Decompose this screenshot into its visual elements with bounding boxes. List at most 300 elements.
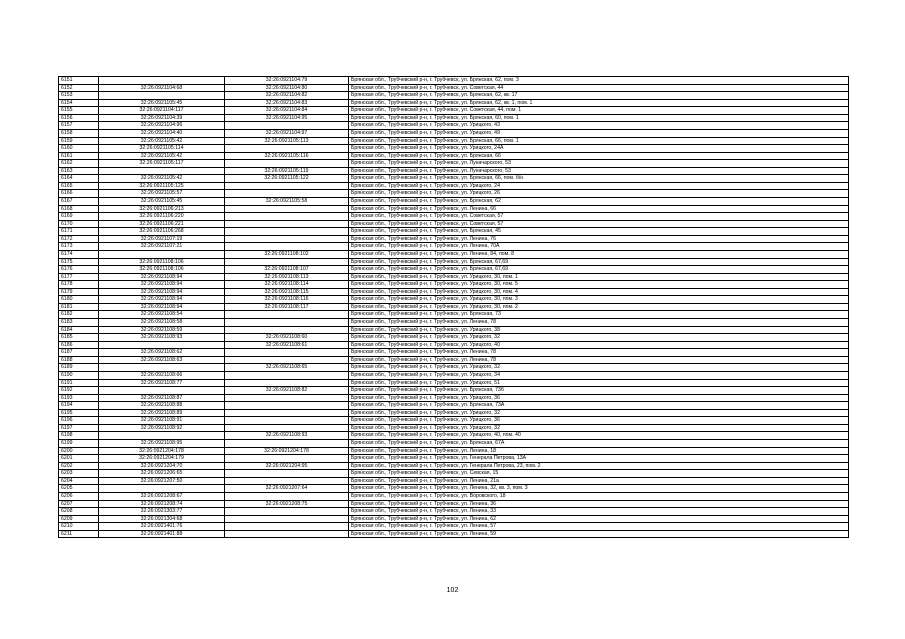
- row-number-cell: 6167: [59, 198, 99, 206]
- cadastral-number-cell: 32:26:0921108:106: [99, 258, 225, 266]
- table-row: [59, 530, 849, 538]
- table-row: [59, 296, 849, 304]
- row-number-cell: 6209: [59, 515, 99, 523]
- row-number-cell: 6186: [59, 341, 99, 349]
- object-number-cell: 32:26:0921108:65: [225, 364, 349, 372]
- address-cell: Брянская обл., Трубчевский р-н, г. Трубчевск, ул. Урицкого, 38: [349, 326, 849, 334]
- row-number-cell: 6193: [59, 394, 99, 402]
- address-cell: Брянская обл., Трубчевский р-н, г. Трубчевск, ул. Урицкого, 32: [349, 424, 849, 432]
- table-row: [59, 235, 849, 243]
- row-number-cell: 6177: [59, 273, 99, 281]
- cadastral-number-cell: 32:26:0921108:95: [99, 440, 225, 448]
- cadastral-number-cell: 32:26:0921105:45: [99, 198, 225, 206]
- row-number-cell: 6153: [59, 92, 99, 100]
- row-number-cell: 6198: [59, 432, 99, 440]
- object-number-cell: [225, 440, 349, 448]
- object-number-cell: [225, 213, 349, 221]
- address-cell: Брянская обл., Трубчевский р-н, г. Трубчевск, ул. Брянская, 62, пом. 3: [349, 77, 849, 85]
- address-cell: Брянская обл., Трубчевский р-н, г. Трубчевск, ул. Брянская, 73б: [349, 387, 849, 395]
- row-number-cell: 6163: [59, 167, 99, 175]
- cadastral-number-cell: 32:26:0921104:39: [99, 114, 225, 122]
- address-cell: Брянская обл., Трубчевский р-н, г. Трубчевск, ул. Брянская, 66: [349, 152, 849, 160]
- table-row: [59, 394, 849, 402]
- cadastral-number-cell: 32:26:0921108:93: [99, 334, 225, 342]
- cadastral-number-cell: 32:26:0921107:21: [99, 243, 225, 251]
- cadastral-number-cell: 32:26:0921105:45: [99, 99, 225, 107]
- object-number-cell: [225, 205, 349, 213]
- table-row: [59, 409, 849, 417]
- register-table: [58, 76, 849, 538]
- table-row: [59, 228, 849, 236]
- cadastral-number-cell: 32:26:0921304:68: [99, 515, 225, 523]
- address-cell: Брянская обл., Трубчевский р-н, г. Трубчевск, ул. Урицкого, 32: [349, 364, 849, 372]
- cadastral-number-cell: 32:26:0921105:42: [99, 152, 225, 160]
- cadastral-number-cell: 32:26:0921105:117: [99, 160, 225, 168]
- row-number-cell: 6199: [59, 440, 99, 448]
- cadastral-number-cell: 32:26:0921108:89: [99, 409, 225, 417]
- object-number-cell: [225, 356, 349, 364]
- address-cell: Брянская обл., Трубчевский р-н, г. Трубчевск, ул. Ленина, 32, кв. 3, пом. 3: [349, 485, 849, 493]
- object-number-cell: [225, 258, 349, 266]
- address-cell: Брянская обл., Трубчевский р-н, г. Трубчевск, ул. Урицкого, 30, пом. 5: [349, 281, 849, 289]
- row-number-cell: 6152: [59, 84, 99, 92]
- object-number-cell: 32:26:0921108:113: [225, 273, 349, 281]
- table-row: [59, 198, 849, 206]
- table-row: [59, 326, 849, 334]
- address-cell: Брянская обл., Трубчевский р-н, г. Трубчевск, ул. Брянская, 73: [349, 311, 849, 319]
- row-number-cell: 6187: [59, 349, 99, 357]
- address-cell: Брянская обл., Трубчевский р-н, г. Трубчевск, ул. Советская, 44: [349, 84, 849, 92]
- table-row: [59, 523, 849, 531]
- row-number-cell: 6181: [59, 303, 99, 311]
- table-row: [59, 205, 849, 213]
- object-number-cell: 32:26:0921105:119: [225, 167, 349, 175]
- table-row: [59, 152, 849, 160]
- object-number-cell: [225, 122, 349, 130]
- cadastral-number-cell: 32:26:0921204:70: [99, 462, 225, 470]
- cadastral-number-cell: 32:26:0921105:114: [99, 145, 225, 153]
- row-number-cell: 6160: [59, 145, 99, 153]
- row-number-cell: 6157: [59, 122, 99, 130]
- address-cell: Брянская обл., Трубчевский р-н, г. Трубчевск, ул. Урицкого, 30, пом. 3: [349, 296, 849, 304]
- address-cell: Брянская обл., Трубчевский р-н, г. Трубчевск, ул. Ленина, 62: [349, 515, 849, 523]
- cadastral-number-cell: 32:26:0921104:96: [99, 122, 225, 130]
- row-number-cell: 6200: [59, 447, 99, 455]
- cadastral-number-cell: [99, 432, 225, 440]
- table-row: [59, 455, 849, 463]
- cadastral-number-cell: 32:26:0921105:125: [99, 182, 225, 190]
- table-row: [59, 371, 849, 379]
- row-number-cell: 6201: [59, 455, 99, 463]
- cadastral-number-cell: 32:26:0921105:57: [99, 190, 225, 198]
- object-number-cell: 32:26:0921104:79: [225, 77, 349, 85]
- cadastral-number-cell: 32:26:0921208:74: [99, 500, 225, 508]
- table-row: [59, 379, 849, 387]
- cadastral-number-cell: 32:26:0921106:220: [99, 213, 225, 221]
- address-cell: Брянская обл., Трубчевский р-н, г. Трубчевск, ул. Брянская, 66, пом. б/н: [349, 175, 849, 183]
- cadastral-number-cell: 32:26:0921108:59: [99, 326, 225, 334]
- row-number-cell: 6165: [59, 182, 99, 190]
- object-number-cell: [225, 477, 349, 485]
- cadastral-number-cell: 32:26:0921108:66: [99, 371, 225, 379]
- table-row: [59, 492, 849, 500]
- table-row: [59, 440, 849, 448]
- address-cell: Брянская обл., Трубчевский р-н, г. Трубчевск, ул. Генерала Петрова, 13А: [349, 455, 849, 463]
- table-row: [59, 250, 849, 258]
- cadastral-number-cell: [99, 364, 225, 372]
- table-row: [59, 319, 849, 327]
- object-number-cell: [225, 145, 349, 153]
- row-number-cell: 6180: [59, 296, 99, 304]
- address-cell: Брянская обл., Трубчевский р-н, г. Трубчевск, ул. Урицкого, 30, пом. 4: [349, 288, 849, 296]
- cadastral-number-cell: 32:26:0921303:77: [99, 508, 225, 516]
- cadastral-number-cell: 32:26:0921208:67: [99, 492, 225, 500]
- table-row: [59, 341, 849, 349]
- row-number-cell: 6205: [59, 485, 99, 493]
- table-row: [59, 243, 849, 251]
- address-cell: Брянская обл., Трубчевский р-н, г. Трубчевск, ул. Урицкого, 43: [349, 122, 849, 130]
- address-cell: Брянская обл., Трубчевский р-н, г. Трубчевск, ул. Урицкого, 24: [349, 182, 849, 190]
- row-number-cell: 6208: [59, 508, 99, 516]
- cadastral-number-cell: [99, 485, 225, 493]
- table-row: [59, 160, 849, 168]
- address-cell: Брянская обл., Трубчевский р-н, г. Трубчевск, ул. Луначарского, 53: [349, 167, 849, 175]
- row-number-cell: 6183: [59, 319, 99, 327]
- table-row: [59, 402, 849, 410]
- address-cell: Брянская обл., Трубчевский р-н, г. Трубчевск, ул. Урицкого, 32: [349, 409, 849, 417]
- address-cell: Брянская обл., Трубчевский р-н, г. Трубчевск, ул. Ленина, 78: [349, 349, 849, 357]
- address-cell: Брянская обл., Трубчевский р-н, г. Трубчевск, ул. Воровского, 18: [349, 492, 849, 500]
- row-number-cell: 6206: [59, 492, 99, 500]
- address-cell: Брянская обл., Трубчевский р-н, г. Трубчевск, ул. Урицкого, 51: [349, 379, 849, 387]
- table-row: [59, 447, 849, 455]
- object-number-cell: [225, 243, 349, 251]
- object-number-cell: 32:26:0921104:97: [225, 129, 349, 137]
- row-number-cell: 6210: [59, 523, 99, 531]
- address-cell: Брянская обл., Трубчевский р-н, г. Трубчевск, ул. Брянская, 62: [349, 198, 849, 206]
- object-number-cell: 32:26:0921204:95: [225, 462, 349, 470]
- cadastral-number-cell: [99, 341, 225, 349]
- address-cell: Брянская обл., Трубчевский р-н, г. Трубчевск, ул. Урицкого, 40, пом. 40: [349, 432, 849, 440]
- table-row: [59, 114, 849, 122]
- row-number-cell: 6174: [59, 250, 99, 258]
- address-cell: Брянская обл., Трубчевский р-н, г. Трубчевск, ул. Урицкого, 36: [349, 417, 849, 425]
- cadastral-number-cell: [99, 77, 225, 85]
- address-cell: Брянская обл., Трубчевский р-н, г. Трубчевск, ул. Брянская, 45: [349, 228, 849, 236]
- address-cell: Брянская обл., Трубчевский р-н, г. Трубчевск, ул. Советская, 44, пом. 1: [349, 107, 849, 115]
- table-row: [59, 77, 849, 85]
- object-number-cell: [225, 311, 349, 319]
- cadastral-number-cell: 32:26:0921108:88: [99, 402, 225, 410]
- cadastral-number-cell: [99, 250, 225, 258]
- object-number-cell: [225, 508, 349, 516]
- cadastral-number-cell: 32:26:0921108:94: [99, 288, 225, 296]
- row-number-cell: 6170: [59, 220, 99, 228]
- object-number-cell: [225, 530, 349, 538]
- object-number-cell: 32:26:0921108:60: [225, 334, 349, 342]
- row-number-cell: 6161: [59, 152, 99, 160]
- object-number-cell: 32:26:0921108:114: [225, 281, 349, 289]
- object-number-cell: 32:26:0921108:117: [225, 303, 349, 311]
- object-number-cell: 32:26:0921104:95: [225, 114, 349, 122]
- row-number-cell: 6155: [59, 107, 99, 115]
- address-cell: Брянская обл., Трубчевский р-н, г. Трубчевск, ул. Ленина, 59: [349, 530, 849, 538]
- object-number-cell: [225, 417, 349, 425]
- object-number-cell: 32:26:0921104:83: [225, 99, 349, 107]
- object-number-cell: 32:26:0921108:61: [225, 341, 349, 349]
- cadastral-number-cell: 32:26:0921401:88: [99, 530, 225, 538]
- object-number-cell: [225, 220, 349, 228]
- object-number-cell: [225, 190, 349, 198]
- row-number-cell: 6164: [59, 175, 99, 183]
- object-number-cell: [225, 523, 349, 531]
- object-number-cell: [225, 160, 349, 168]
- row-number-cell: 6196: [59, 417, 99, 425]
- cadastral-number-cell: 32:26:0921108:77: [99, 379, 225, 387]
- object-number-cell: [225, 349, 349, 357]
- table-row: [59, 470, 849, 478]
- cadastral-number-cell: 32:26:0921108:62: [99, 349, 225, 357]
- cadastral-number-cell: 32:26:0921206:65: [99, 470, 225, 478]
- table-row: [59, 92, 849, 100]
- row-number-cell: 6156: [59, 114, 99, 122]
- address-cell: Брянская обл., Трубчевский р-н, г. Трубчевск, ул. Ленина, 76: [349, 235, 849, 243]
- row-number-cell: 6166: [59, 190, 99, 198]
- address-cell: Брянская обл., Трубчевский р-н, г. Трубчевск, ул. Урицкого, 36: [349, 394, 849, 402]
- object-number-cell: [225, 394, 349, 402]
- row-number-cell: 6192: [59, 387, 99, 395]
- object-number-cell: 32:26:0921108:116: [225, 296, 349, 304]
- object-number-cell: 32:26:0921105:122: [225, 175, 349, 183]
- table-row: [59, 311, 849, 319]
- table-row: [59, 288, 849, 296]
- cadastral-number-cell: 32:26:0921105:42: [99, 137, 225, 145]
- table-row: [59, 356, 849, 364]
- row-number-cell: 6204: [59, 477, 99, 485]
- object-number-cell: 32:26:0921108:93: [225, 432, 349, 440]
- object-number-cell: [225, 402, 349, 410]
- address-cell: Брянская обл., Трубчевский р-н, г. Трубчевск, ул. Брянская, 67,69: [349, 266, 849, 274]
- table-row: [59, 99, 849, 107]
- address-cell: Брянская обл., Трубчевский р-н, г. Трубчевск, ул. Брянская, 60, пом. 1: [349, 114, 849, 122]
- object-number-cell: [225, 235, 349, 243]
- row-number-cell: 6173: [59, 243, 99, 251]
- page-number: 102: [446, 587, 459, 594]
- object-number-cell: 32:26:0921104:82: [225, 92, 349, 100]
- row-number-cell: 6191: [59, 379, 99, 387]
- row-number-cell: 6151: [59, 77, 99, 85]
- row-number-cell: 6185: [59, 334, 99, 342]
- address-cell: Брянская обл., Трубчевский р-н, г. Трубчевск, ул. Ленина, 78: [349, 356, 849, 364]
- address-cell: Брянская обл., Трубчевский р-н, г. Трубчевск, ул. Ленина, 18: [349, 447, 849, 455]
- row-number-cell: 6195: [59, 409, 99, 417]
- address-cell: Брянская обл., Трубчевский р-н, г. Трубчевск, ул. Советская, 57: [349, 213, 849, 221]
- table-row: [59, 477, 849, 485]
- object-number-cell: 32:26:0921108:115: [225, 288, 349, 296]
- table-row: [59, 417, 849, 425]
- cadastral-number-cell: 32:26:0921108:94: [99, 273, 225, 281]
- address-cell: Брянская обл., Трубчевский р-н, г. Трубчевск, ул. Ленина, 66: [349, 205, 849, 213]
- cadastral-number-cell: 32:26:0921107:19: [99, 235, 225, 243]
- table-row: [59, 424, 849, 432]
- row-number-cell: 6189: [59, 364, 99, 372]
- cadastral-number-cell: 32:26:0921104:117: [99, 107, 225, 115]
- row-number-cell: 6179: [59, 288, 99, 296]
- table-row: [59, 137, 849, 145]
- address-cell: Брянская обл., Трубчевский р-н, г. Трубчевск, ул. Брянская, 62, кв. 1, пом. 1: [349, 99, 849, 107]
- object-number-cell: 32:26:0921207:64: [225, 485, 349, 493]
- object-number-cell: [225, 470, 349, 478]
- object-number-cell: [225, 326, 349, 334]
- row-number-cell: 6188: [59, 356, 99, 364]
- address-cell: Брянская обл., Трубчевский р-н, г. Трубчевск, ул. Урицкого, 40: [349, 341, 849, 349]
- table-row: [59, 432, 849, 440]
- object-number-cell: 32:26:0921105:116: [225, 152, 349, 160]
- cadastral-number-cell: 32:26:0921106:221: [99, 220, 225, 228]
- object-number-cell: [225, 515, 349, 523]
- object-number-cell: [225, 182, 349, 190]
- table-row: [59, 349, 849, 357]
- row-number-cell: 6171: [59, 228, 99, 236]
- table-row: [59, 220, 849, 228]
- address-cell: Брянская обл., Трубчевский р-н, г. Трубчевск, ул. Генерала Петрова, 23, пом. 2: [349, 462, 849, 470]
- table-row: [59, 129, 849, 137]
- cadastral-number-cell: 32:26:0921104:40: [99, 129, 225, 137]
- address-cell: Брянская обл., Трубчевский р-н, г. Трубчевск, ул. Севская, 15: [349, 470, 849, 478]
- table-row: [59, 500, 849, 508]
- cadastral-number-cell: 32:26:0921108:54: [99, 311, 225, 319]
- object-number-cell: 32:26:0921108:82: [225, 387, 349, 395]
- row-number-cell: 6178: [59, 281, 99, 289]
- address-cell: Брянская обл., Трубчевский р-н, г. Трубчевск, ул. Урицкого, 24А: [349, 145, 849, 153]
- address-cell: Брянская обл., Трубчевский р-н, г. Трубчевск, ул. Ленина, 84, пом. 8: [349, 250, 849, 258]
- address-cell: Брянская обл., Трубчевский р-н, г. Трубчевск, ул. Брянская, 73А: [349, 402, 849, 410]
- table-row: [59, 334, 849, 342]
- address-cell: Брянская обл., Трубчевский р-н, г. Трубчевск, ул. Урицкого, 30, пом. 2: [349, 303, 849, 311]
- table-row: [59, 281, 849, 289]
- object-number-cell: [225, 409, 349, 417]
- address-cell: Брянская обл., Трубчевский р-н, г. Трубчевск, ул. Ленина, 57: [349, 523, 849, 531]
- object-number-cell: 32:26:0921208:75: [225, 500, 349, 508]
- object-number-cell: 32:26:0921108:107: [225, 266, 349, 274]
- row-number-cell: 6190: [59, 371, 99, 379]
- cadastral-number-cell: 32:26:0921204:179: [99, 455, 225, 463]
- row-number-cell: 6154: [59, 99, 99, 107]
- cadastral-number-cell: 32:26:0921108:94: [99, 296, 225, 304]
- table-row: [59, 182, 849, 190]
- row-number-cell: 6159: [59, 137, 99, 145]
- row-number-cell: 6172: [59, 235, 99, 243]
- object-number-cell: 32:26:0921104:84: [225, 107, 349, 115]
- row-number-cell: 6203: [59, 470, 99, 478]
- address-cell: Брянская обл., Трубчевский р-н, г. Трубчевск, ул. Ленина, 70А: [349, 243, 849, 251]
- cadastral-number-cell: 32:26:0921204:178: [99, 447, 225, 455]
- cadastral-number-cell: 32:26:0921108:106: [99, 266, 225, 274]
- table-row: [59, 515, 849, 523]
- object-number-cell: [225, 319, 349, 327]
- table-row: [59, 167, 849, 175]
- row-number-cell: 6197: [59, 424, 99, 432]
- address-cell: Брянская обл., Трубчевский р-н, г. Трубчевск, ул. Брянская, 67А: [349, 440, 849, 448]
- table-row: [59, 145, 849, 153]
- row-number-cell: 6182: [59, 311, 99, 319]
- cadastral-number-cell: 32:26:0921108:58: [99, 319, 225, 327]
- address-cell: Брянская обл., Трубчевский р-н, г. Трубчевск, ул. Урицкого, 32: [349, 334, 849, 342]
- address-cell: Брянская обл., Трубчевский р-н, г. Трубчевск, ул. Ленина, 33: [349, 508, 849, 516]
- cadastral-number-cell: 32:26:0921106:213: [99, 205, 225, 213]
- cadastral-number-cell: [99, 387, 225, 395]
- cadastral-number-cell: 32:26:0921108:92: [99, 424, 225, 432]
- row-number-cell: 6207: [59, 500, 99, 508]
- row-number-cell: 6202: [59, 462, 99, 470]
- cadastral-number-cell: 32:26:0921108:94: [99, 303, 225, 311]
- object-number-cell: [225, 228, 349, 236]
- table-row: [59, 84, 849, 92]
- address-cell: Брянская обл., Трубчевский р-н, г. Трубчевск, ул. Луначарского, 53: [349, 160, 849, 168]
- table-row: [59, 190, 849, 198]
- address-cell: Брянская обл., Трубчевский р-н, г. Трубчевск, ул. Ленина, 36: [349, 500, 849, 508]
- object-number-cell: 32:26:0921204:178: [225, 447, 349, 455]
- address-cell: Брянская обл., Трубчевский р-н, г. Трубчевск, ул. Ленина, 78: [349, 319, 849, 327]
- cadastral-number-cell: 32:26:0921108:63: [99, 356, 225, 364]
- object-number-cell: [225, 424, 349, 432]
- object-number-cell: 32:26:0921108:102: [225, 250, 349, 258]
- register-table-body: [59, 77, 849, 538]
- cadastral-number-cell: [99, 167, 225, 175]
- row-number-cell: 6211: [59, 530, 99, 538]
- cadastral-number-cell: 32:26:0921106:268: [99, 228, 225, 236]
- table-row: [59, 258, 849, 266]
- table-row: [59, 462, 849, 470]
- row-number-cell: 6168: [59, 205, 99, 213]
- table-row: [59, 175, 849, 183]
- row-number-cell: 6175: [59, 258, 99, 266]
- row-number-cell: 6194: [59, 402, 99, 410]
- cadastral-number-cell: 32:26:0921104:68: [99, 84, 225, 92]
- row-number-cell: 6176: [59, 266, 99, 274]
- object-number-cell: 32:26:0921104:80: [225, 84, 349, 92]
- address-cell: Брянская обл., Трубчевский р-н, г. Трубчевск, ул. Брянская, 62, кв. 17: [349, 92, 849, 100]
- address-cell: Брянская обл., Трубчевский р-н, г. Трубчевск, ул. Урицкого, 30, пом. 1: [349, 273, 849, 281]
- table-row: [59, 122, 849, 130]
- cadastral-number-cell: 32:26:0921105:42: [99, 175, 225, 183]
- row-number-cell: 6184: [59, 326, 99, 334]
- object-number-cell: [225, 492, 349, 500]
- object-number-cell: [225, 379, 349, 387]
- cadastral-number-cell: 32:26:0921401:76: [99, 523, 225, 531]
- table-row: [59, 508, 849, 516]
- cadastral-number-cell: 32:26:0921207:50: [99, 477, 225, 485]
- address-cell: Брянская обл., Трубчевский р-н, г. Трубчевск, ул. Брянская, 66, пом. 1: [349, 137, 849, 145]
- address-cell: Брянская обл., Трубчевский р-н, г. Трубчевск, ул. Брянская, 67,69: [349, 258, 849, 266]
- cadastral-number-cell: 32:26:0921108:94: [99, 281, 225, 289]
- cadastral-number-cell: 32:26:0921108:87: [99, 394, 225, 402]
- object-number-cell: 32:26:0921105:58: [225, 198, 349, 206]
- object-number-cell: 32:26:0921105:113: [225, 137, 349, 145]
- cadastral-number-cell: [99, 92, 225, 100]
- table-row: [59, 387, 849, 395]
- address-cell: Брянская обл., Трубчевский р-н, г. Трубчевск, ул. Урицкого, 26: [349, 190, 849, 198]
- address-cell: Брянская обл., Трубчевский р-н, г. Трубчевск, ул. Советская, 57: [349, 220, 849, 228]
- address-cell: Брянская обл., Трубчевский р-н, г. Трубчевск, ул. Урицкого, 49: [349, 129, 849, 137]
- object-number-cell: [225, 371, 349, 379]
- table-row: [59, 364, 849, 372]
- table-row: [59, 485, 849, 493]
- row-number-cell: 6158: [59, 129, 99, 137]
- table-row: [59, 107, 849, 115]
- address-cell: Брянская обл., Трубчевский р-н, г. Трубчевск, ул. Урицкого, 34: [349, 371, 849, 379]
- cadastral-number-cell: 32:26:0921108:91: [99, 417, 225, 425]
